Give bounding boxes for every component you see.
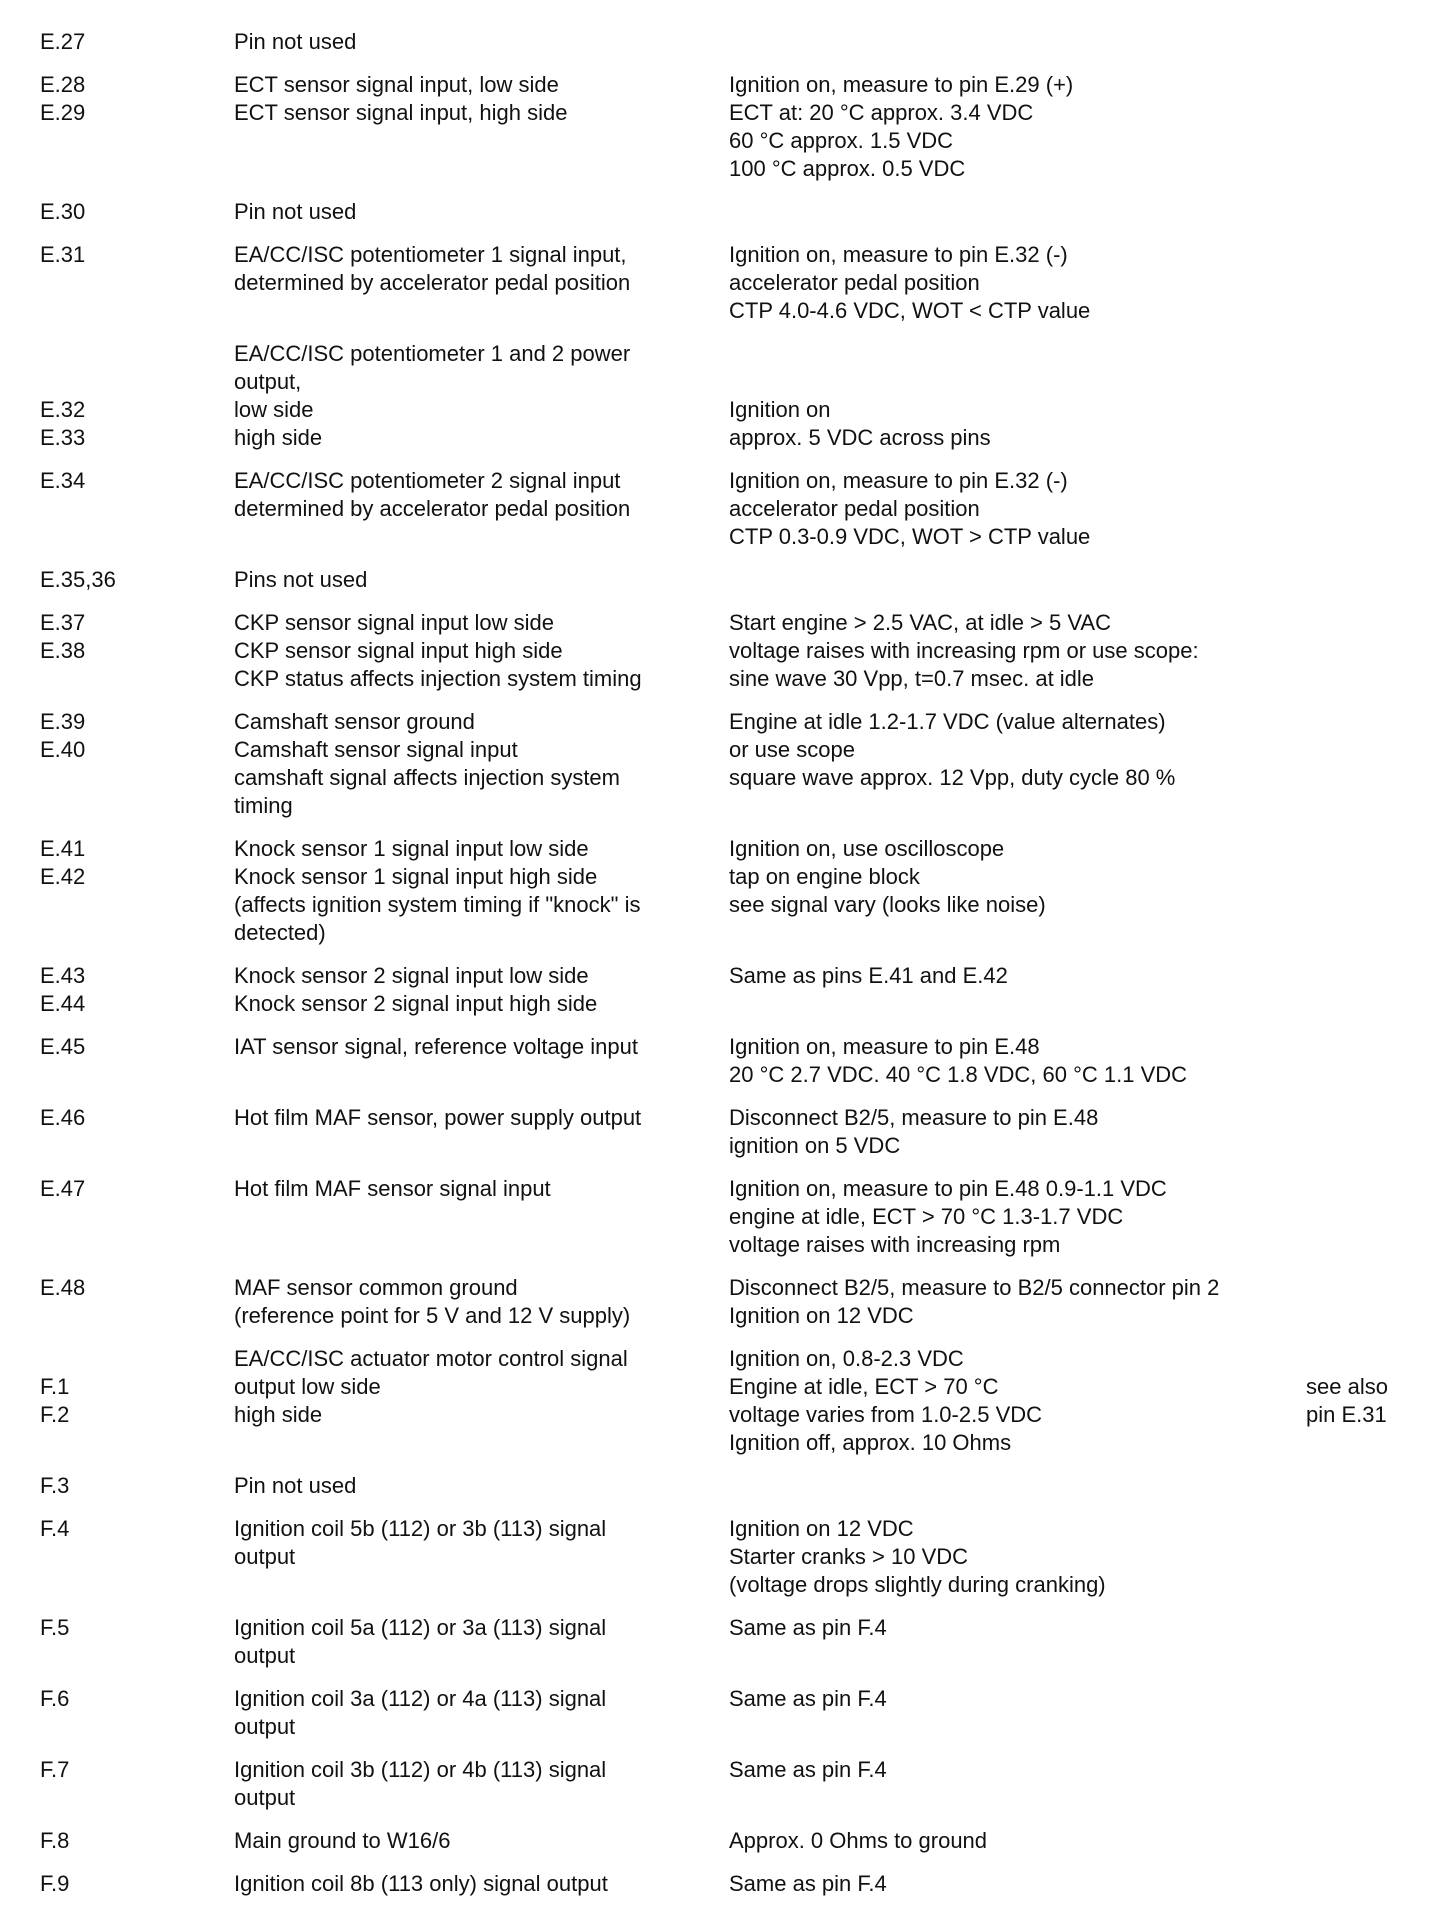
- pin-number: E.45: [40, 1034, 86, 1059]
- pin-test-value: Same as pin F.4: [729, 1615, 887, 1640]
- pin-description: IAT sensor signal, reference voltage input: [234, 1034, 638, 1059]
- table-row: [0, 1175, 1456, 1259]
- pin-test-value: Ignition on approx. 5 VDC across pins: [729, 397, 991, 450]
- pin-number: E.28 E.29: [40, 72, 86, 125]
- table-row: [0, 1685, 1456, 1741]
- table-row: [0, 1104, 1456, 1160]
- pin-number: F.7: [40, 1757, 70, 1782]
- pin-number: F.5: [40, 1615, 70, 1640]
- table-row: [0, 962, 1456, 1018]
- pin-description: Camshaft sensor ground Camshaft sensor signal input camshaft signal affects injection system timing: [234, 709, 620, 818]
- table-row: [0, 835, 1456, 947]
- pin-number: F.3: [40, 1473, 70, 1498]
- pin-description: Pins not used: [234, 567, 368, 592]
- pin-number: E.34: [40, 468, 86, 493]
- pin-test-value: Ignition on, measure to pin E.48 20 °C 2.7 VDC. 40 °C 1.8 VDC, 60 °C 1.1 VDC: [729, 1034, 1188, 1087]
- pin-description: EA/CC/ISC actuator motor control signal output low side high side: [234, 1346, 628, 1427]
- pin-description: Hot film MAF sensor, power supply output: [234, 1105, 642, 1130]
- pin-test-value: Ignition on, 0.8-2.3 VDC Engine at idle, ECT > 70 °C voltage varies from 1.0-2.5 VDC Ignition off, approx. 10 Ohms: [729, 1346, 1043, 1455]
- pin-description: CKP sensor signal input low side CKP sensor signal input high side CKP status affects injection system timing: [234, 610, 642, 691]
- pin-test-value: Same as pin F.4: [729, 1686, 887, 1711]
- pin-description: Main ground to W16/6: [234, 1828, 451, 1853]
- pin-number: E.43 E.44: [40, 963, 86, 1016]
- pin-number: E.35,36: [40, 567, 116, 592]
- pin-description: Hot film MAF sensor signal input: [234, 1176, 551, 1201]
- pin-number: E.41 E.42: [40, 836, 86, 889]
- table-row: [0, 1515, 1456, 1599]
- table-row: [0, 609, 1456, 693]
- table-row: [0, 1614, 1456, 1670]
- pin-test-value: Same as pins E.41 and E.42: [729, 963, 1008, 988]
- table-row: [0, 1756, 1456, 1812]
- pin-description: Pin not used: [234, 199, 357, 224]
- pin-description: Pin not used: [234, 29, 357, 54]
- pin-description: Ignition coil 8b (113 only) signal output: [234, 1871, 608, 1896]
- pin-number: E.32 E.33: [40, 397, 86, 450]
- pin-test-value: Same as pin F.4: [729, 1871, 887, 1896]
- pin-number: E.30: [40, 199, 86, 224]
- pin-description: EA/CC/ISC potentiometer 2 signal input determined by accelerator pedal position: [234, 468, 631, 521]
- pin-description: MAF sensor common ground (reference point for 5 V and 12 V supply): [234, 1275, 631, 1328]
- pin-description: Ignition coil 3b (112) or 4b (113) signal output: [234, 1757, 607, 1810]
- pin-description: ECT sensor signal input, low side ECT sensor signal input, high side: [234, 72, 568, 125]
- pin-description: Pin not used: [234, 1473, 357, 1498]
- table-row: [0, 1345, 1456, 1457]
- pin-description: EA/CC/ISC potentiometer 1 signal input, determined by accelerator pedal position: [234, 242, 631, 295]
- pin-number: E.31: [40, 242, 86, 267]
- pin-test-value: Ignition on, measure to pin E.32 (-) accelerator pedal position CTP 0.3-0.9 VDC, WOT > CTP value: [729, 468, 1091, 549]
- pin-description: Ignition coil 5a (112) or 3a (113) signal output: [234, 1615, 607, 1668]
- pin-test-value: Same as pin F.4: [729, 1757, 887, 1782]
- pin-description: Knock sensor 1 signal input low side Knock sensor 1 signal input high side (affects ignition system timing if "knock" is detected): [234, 836, 641, 945]
- table-row: [0, 566, 1456, 594]
- pin-number: F.1 F.2: [40, 1374, 70, 1427]
- table-row: [0, 1033, 1456, 1089]
- pin-test-value: Disconnect B2/5, measure to B2/5 connector pin 2 Ignition on 12 VDC: [729, 1275, 1220, 1328]
- pin-description: Knock sensor 2 signal input low side Knock sensor 2 signal input high side: [234, 963, 598, 1016]
- pin-number: F.4: [40, 1516, 70, 1541]
- table-row: [0, 28, 1456, 56]
- pin-note: see also pin E.31: [1306, 1374, 1388, 1427]
- pin-test-value: Start engine > 2.5 VAC, at idle > 5 VAC voltage raises with increasing rpm or use scope: sine wave 30 Vpp, t=0.7 msec. at idle: [729, 610, 1199, 691]
- pin-number: F.9: [40, 1871, 70, 1896]
- pin-test-value: Ignition on, use oscilloscope tap on engine block see signal vary (looks like noise): [729, 836, 1046, 917]
- pin-number: E.27: [40, 29, 86, 54]
- table-row: [0, 708, 1456, 820]
- table-row: [0, 198, 1456, 226]
- table-row: [0, 1472, 1456, 1500]
- table-row: [0, 71, 1456, 183]
- pin-number: E.48: [40, 1275, 86, 1300]
- pin-number: E.47: [40, 1176, 86, 1201]
- table-row: [0, 1870, 1456, 1898]
- pin-description: Ignition coil 5b (112) or 3b (113) signal output: [234, 1516, 607, 1569]
- pin-number: F.8: [40, 1828, 70, 1853]
- pin-number: F.6: [40, 1686, 70, 1711]
- pin-test-value: Ignition on 12 VDC Starter cranks > 10 VDC (voltage drops slightly during cranking): [729, 1516, 1106, 1597]
- pin-test-value: Approx. 0 Ohms to ground: [729, 1828, 988, 1853]
- pin-test-value: Ignition on, measure to pin E.48 0.9-1.1 VDC engine at idle, ECT > 70 °C 1.3-1.7 VDC voltage raises with increasing rpm: [729, 1176, 1167, 1257]
- pin-number: E.39 E.40: [40, 709, 86, 762]
- table-row: [0, 467, 1456, 551]
- pin-test-value: Engine at idle 1.2-1.7 VDC (value alternates) or use scope square wave approx. 12 Vpp, duty cycle 80 %: [729, 709, 1176, 790]
- pin-test-value: Ignition on, measure to pin E.32 (-) accelerator pedal position CTP 4.0-4.6 VDC, WOT < CTP value: [729, 242, 1091, 323]
- table-row: [0, 1274, 1456, 1330]
- pin-description: EA/CC/ISC potentiometer 1 and 2 power output, low side high side: [234, 341, 631, 450]
- table-row: [0, 241, 1456, 325]
- table-row: [0, 340, 1456, 452]
- pin-test-value: Ignition on, measure to pin E.29 (+) ECT at: 20 °C approx. 3.4 VDC 60 °C approx. 1.5 VDC 100 °C approx. 0.5 VDC: [729, 72, 1074, 181]
- pin-test-value: Disconnect B2/5, measure to pin E.48 ignition on 5 VDC: [729, 1105, 1099, 1158]
- pin-number: E.46: [40, 1105, 86, 1130]
- pin-number: E.37 E.38: [40, 610, 86, 663]
- table-row: [0, 1827, 1456, 1855]
- pin-description: Ignition coil 3a (112) or 4a (113) signal output: [234, 1686, 607, 1739]
